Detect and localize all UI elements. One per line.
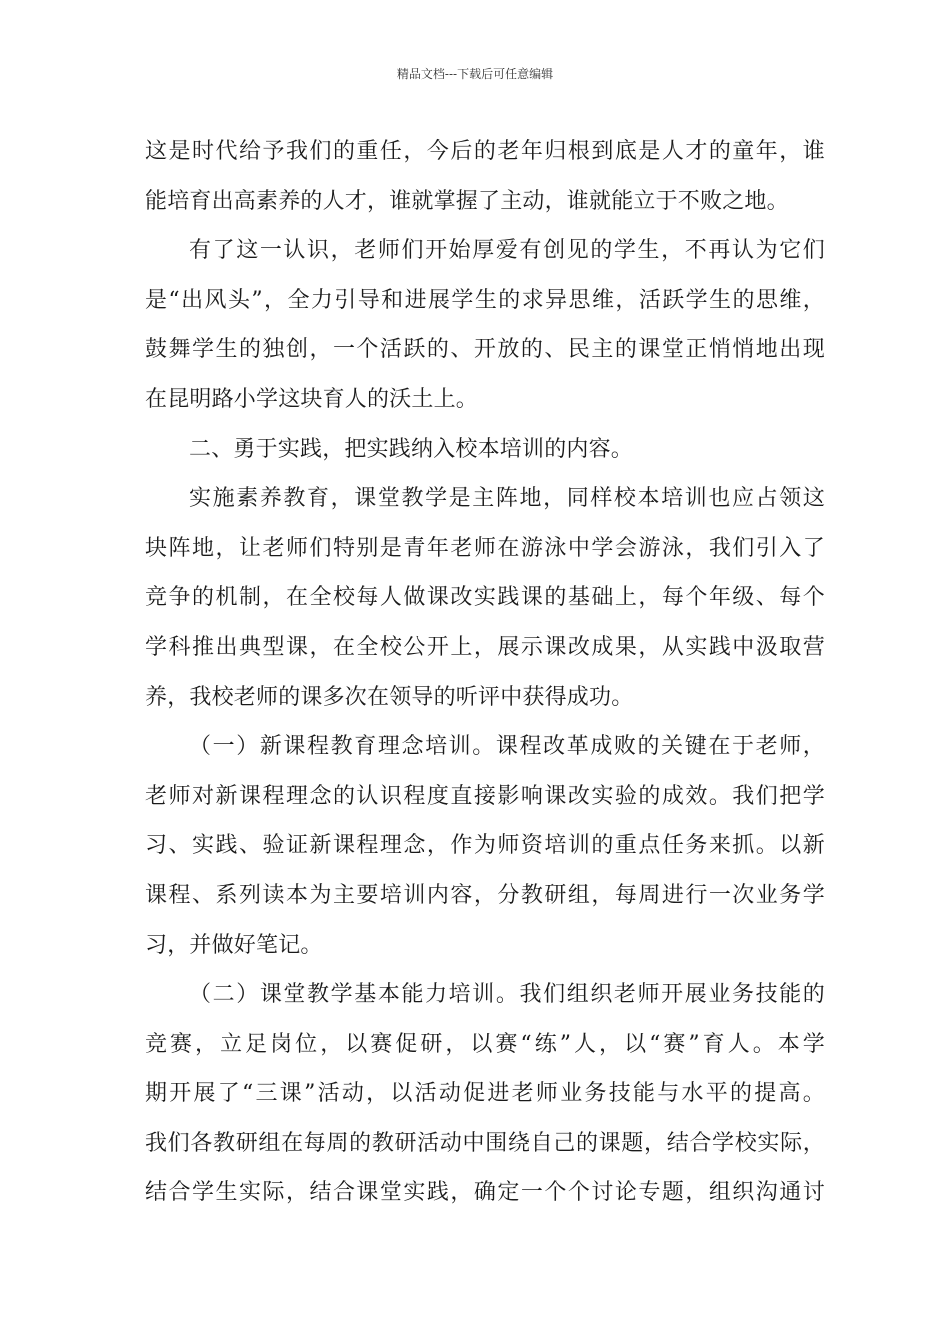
text-line: 结合学生实际，结合课堂实践，确定一个个讨论专题，组织沟通讨 bbox=[145, 1180, 825, 1206]
section-heading: 二、勇于实践，把实践纳入校本培训的内容。 bbox=[189, 436, 634, 462]
text-line: 能培育出高素养的人才，谁就掌握了主动，谁就能立于不败之地。 bbox=[145, 188, 789, 214]
text-line: 在昆明路小学这块育人的沃土上。 bbox=[145, 386, 479, 412]
text-line: （一）新课程教育理念培训。课程改革成败的关键在于老师， bbox=[189, 734, 825, 760]
text-line: 实施素养教育，课堂教学是主阵地，同样校本培训也应占领这 bbox=[189, 486, 825, 512]
text-line: 竞赛，立足岗位，以赛促研，以赛“练”人，以“赛”育人。本学 bbox=[145, 1031, 825, 1057]
text-line: 这是时代给予我们的重任，今后的老年归根到底是人才的童年，谁 bbox=[145, 139, 825, 164]
body-text bbox=[145, 132, 825, 1223]
text-line: 我们各教研组在每周的教研活动中围绕自己的课题，结合学校实际， bbox=[145, 1130, 825, 1156]
text-line: 养，我校老师的课多次在领导的听评中获得成功。 bbox=[145, 684, 634, 710]
text-line: 课程、系列读本为主要培训内容，分教研组，每周进行一次业务学 bbox=[145, 882, 825, 908]
text-line: 老师对新课程理念的认识程度直接影响课改实验的成效。我们把学 bbox=[145, 783, 825, 809]
text-line: 期开展了“三课”活动，以活动促进老师业务技能与水平的提高。 bbox=[145, 1081, 825, 1107]
text-line: 是“出风头”，全力引导和进展学生的求异思维，活跃学生的思维， bbox=[145, 287, 825, 313]
text-line: 有了这一认识，老师们开始厚爱有创见的学生，不再认为它们 bbox=[189, 238, 825, 264]
page-header: 精品文档---下载后可任意编辑 bbox=[396, 67, 554, 81]
text-line: 块阵地，让老师们特别是青年老师在游泳中学会游泳，我们引入了 bbox=[145, 535, 825, 561]
text-line: （二）课堂教学基本能力培训。我们组织老师开展业务技能的 bbox=[189, 982, 825, 1008]
text-line: 竞争的机制，在全校每人做课改实践课的基础上，每个年级、每个 bbox=[145, 585, 825, 611]
text-line: 学科推出典型课，在全校公开上，展示课改成果，从实践中汲取营 bbox=[145, 634, 825, 660]
text-line: 习、实践、验证新课程理念，作为师资培训的重点任务来抓。以新 bbox=[145, 833, 825, 859]
text-line: 习，并做好笔记。 bbox=[145, 932, 323, 958]
text-line: 鼓舞学生的独创，一个活跃的、开放的、民主的课堂正悄悄地出现 bbox=[145, 337, 825, 363]
